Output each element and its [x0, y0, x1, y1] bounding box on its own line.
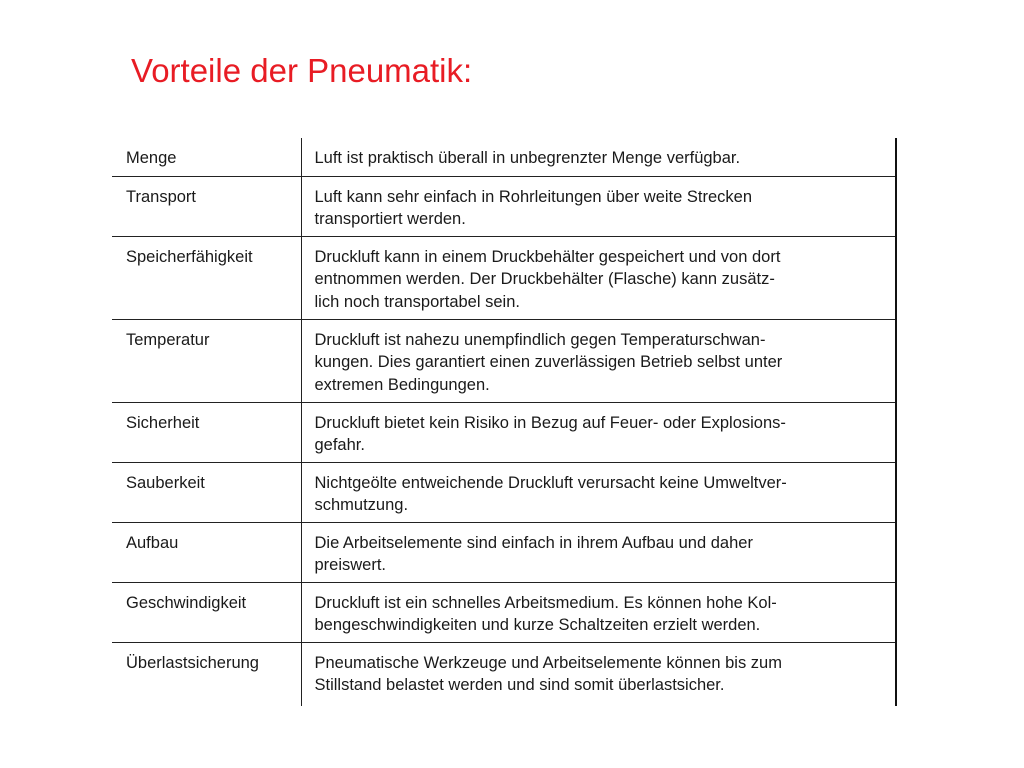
row-description-line: Die Arbeitselemente sind einfach in ihrem Aufbau und daher	[314, 533, 753, 552]
row-label-cell	[112, 462, 301, 522]
row-description-cell	[301, 462, 895, 522]
row-description-cell	[301, 642, 895, 706]
row-description-cell	[301, 319, 895, 402]
row-description-line: Luft ist praktisch überall in unbegrenzter Menge verfügbar.	[314, 149, 741, 167]
row-description-cell	[301, 176, 895, 236]
advantages-table-container	[112, 138, 897, 706]
table-row	[112, 462, 895, 522]
row-description-cell	[301, 236, 895, 319]
row-description-line: schmutzung.	[314, 496, 409, 514]
row-label: Geschwindigkeit	[126, 593, 247, 612]
row-description-line: Nichtgeölte entweichende Druckluft verursacht keine Umweltver-	[314, 473, 787, 492]
slide-title: Vorteile der Pneumatik:	[131, 52, 473, 89]
advantages-table	[112, 138, 895, 706]
row-description-line: preiswert.	[314, 556, 387, 574]
table-row	[112, 236, 895, 319]
table-row	[112, 176, 895, 236]
row-label: Sauberkeit	[126, 473, 205, 492]
row-description-cell	[301, 138, 895, 176]
table-row	[112, 138, 895, 176]
table-row	[112, 582, 895, 642]
row-description-line: Druckluft kann in einem Druckbehälter gespeichert und von dort	[314, 247, 781, 266]
row-label: Aufbau	[126, 533, 179, 552]
row-description-cell	[301, 522, 895, 582]
row-description-line: transportiert werden.	[314, 210, 466, 228]
row-description-line: Druckluft bietet kein Risiko in Bezug auf Feuer- oder Explosions-	[314, 413, 786, 432]
row-description-line: Pneumatische Werkzeuge und Arbeitselemente können bis zum	[314, 653, 782, 672]
row-label-cell	[112, 642, 301, 706]
row-label-cell	[112, 319, 301, 402]
row-description-line: lich noch transportabel sein.	[314, 292, 520, 311]
row-label: Sicherheit	[126, 413, 200, 432]
row-description-line: Druckluft ist nahezu unempfindlich gegen Temperaturschwan-	[314, 330, 766, 349]
advantages-table-body	[112, 138, 895, 706]
row-label-cell	[112, 582, 301, 642]
row-label: Menge	[126, 149, 177, 167]
row-label-cell	[112, 138, 301, 176]
table-row	[112, 402, 895, 462]
row-description-line: Druckluft ist ein schnelles Arbeitsmedium. Es können hohe Kol-	[314, 593, 777, 612]
row-label: Temperatur	[126, 330, 210, 349]
row-label: Speicherfähigkeit	[126, 247, 253, 266]
row-label-cell	[112, 236, 301, 319]
row-description-line: gefahr.	[314, 436, 365, 454]
row-label-cell	[112, 176, 301, 236]
row-label: Überlastsicherung	[126, 653, 259, 672]
row-description-line: kungen. Dies garantiert einen zuverlässigen Betrieb selbst unter	[314, 353, 783, 371]
table-row	[112, 319, 895, 402]
row-description-line: Luft kann sehr einfach in Rohrleitungen über weite Strecken	[314, 187, 753, 206]
table-row	[112, 642, 895, 706]
row-description-line: extremen Bedingungen.	[314, 375, 490, 394]
row-description-line: entnommen werden. Der Druckbehälter (Flasche) kann zusätz-	[314, 270, 775, 288]
row-label-cell	[112, 522, 301, 582]
row-description-line: bengeschwindigkeiten und kurze Schaltzeiten erzielt werden.	[314, 616, 761, 634]
row-description-line: Stillstand belastet werden und sind somit überlastsicher.	[314, 676, 725, 694]
table-row	[112, 522, 895, 582]
row-description-cell	[301, 402, 895, 462]
row-description-cell	[301, 582, 895, 642]
row-label-cell	[112, 402, 301, 462]
row-label: Transport	[126, 187, 196, 206]
